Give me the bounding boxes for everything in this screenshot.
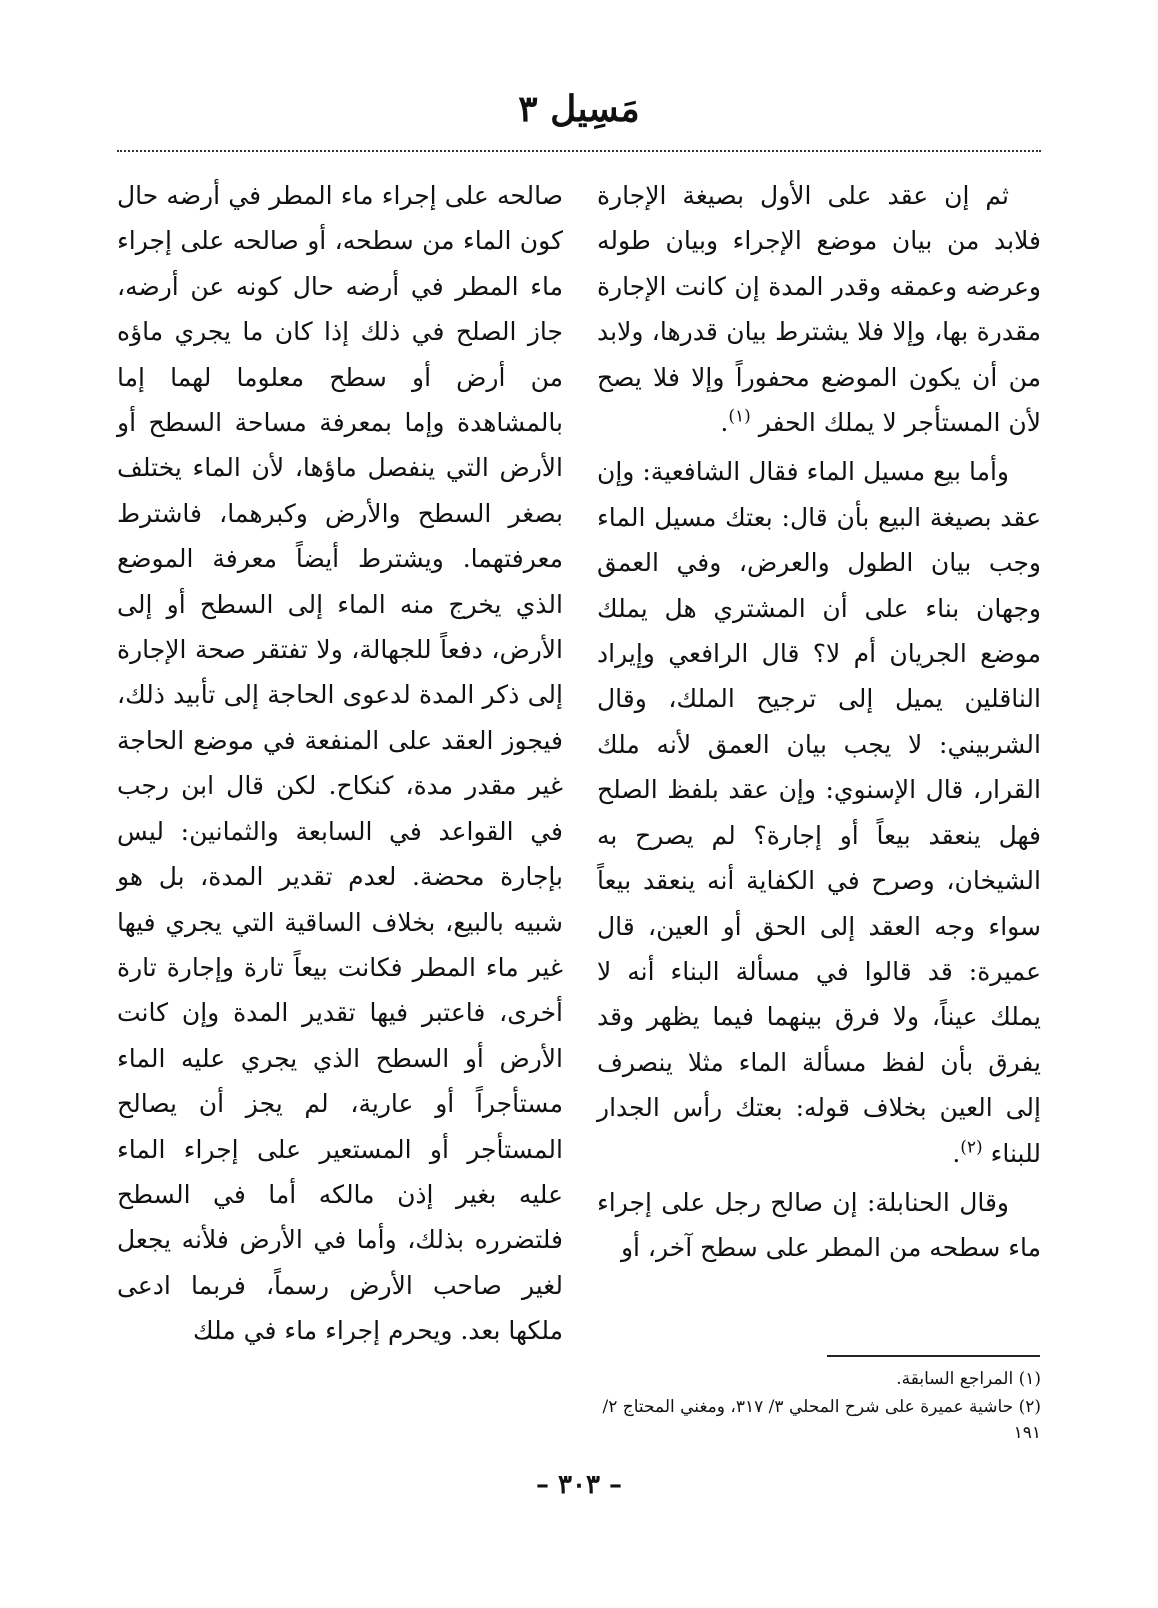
- footnote-ref-2: (٢): [960, 1137, 983, 1158]
- footnotes: [597, 1366, 1041, 1448]
- page-title: مَسِيل ٣: [518, 88, 640, 130]
- paragraph: صالحه على إجراء ماء المطر في أرضه حال كون الماء من سطحه، أو صالحه على إجراء ماء المطر في أرضه حال كونه عن أرضه، جاز الصلح في ذلك إذا كان ما يجري ماؤه من أرض أو سطح معلوما لهما إما بالمشاهدة وإما بمعرفة مساحة السطح أو الأرض التي ينفصل ماؤها، لأن الماء يختلف بصغر السطح والأرض وكبرهما، فاشترط معرفتهما. ويشترط أيضاً معرفة الموضع الذي يخرج منه الماء إلى السطح أو إلى الأرض، دفعاً للجهالة، ولا تفتقر صحة الإجارة إلى ذكر المدة لدعوى الحاجة إلى تأبيد ذلك، فيجوز العقد على المنفعة في موضع الحاجة غير مقدر مدة، كنكاح. لكن قال ابن رجب في القواعد في السابعة والثمانين: ليس بإجارة محضة. لعدم تقدير المدة، بل هو شبيه بالبيع، بخلاف الساقية التي يجري فيها غير ماء المطر فكانت بيعاً تارة وإجارة تارة أخرى، فاعتبر فيها تقدير المدة وإن كانت الأرض أو السطح الذي يجري عليه الماء مستأجراً أو عارية، لم يجز أن يصالح المستأجر أو المستعير على إجراء الماء عليه بغير إذن مالكه أما في السطح فلتضرره بذلك، وأما في الأرض فلأنه يجعل لغير صاحب الأرض رسماً، فربما ادعى ملكها بعد. ويحرم إجراء ماء في ملك: [117, 181, 563, 1346]
- paragraph-text: ثم إن عقد على الأول بصيغة الإجارة فلابد من بيان موضع الإجراء وبيان طوله وعرضه وعمقه وقدر المدة إن كانت الإجارة مقدرة بها، وإلا فلا يشترط بيان قدرها، ولابد من أن يكون الموضع محفوراً وإلا فلا يصح لأن المستأجر لا يملك الحفر: [597, 181, 1041, 438]
- footnote-divider: [827, 1355, 1040, 1357]
- footnote-1: (١) المراجع السابقة.: [896, 1369, 1041, 1389]
- title-divider: [117, 150, 1041, 152]
- right-column: [597, 173, 1041, 1271]
- page-number: – ٣٠٣ –: [535, 1470, 623, 1500]
- paragraph: وقال الحنابلة: إن صالح رجل على إجراء ماء سطحه من المطر على سطح آخر، أو: [597, 1187, 1041, 1263]
- paragraph-end: .: [952, 1138, 961, 1168]
- paragraph: [597, 173, 1041, 445]
- footnote-ref-1: (١): [728, 406, 751, 427]
- paragraph-end: .: [720, 408, 729, 438]
- paragraph-text: وأما بيع مسيل الماء فقال الشافعية: وإن عقد بصيغة البيع بأن قال: بعتك مسيل الماء وجب بيان الطول والعرض، وفي العمق وجهان بناء على أن المشتري هل يملك موضع الجريان أم لا؟ قال الرافعي وإيراد الناقلين يميل إلى ترجيح الملك، وقال الشربيني: لا يجب بيان العمق لأنه ملك القرار، قال الإسنوي: وإن عقد بلفظ الصلح فهل ينعقد بيعاً أو إجارة؟ لم يصرح به الشيخان، وصرح في الكفاية أنه ينعقد بيعاً سواء وجه العقد إلى الحق أو العين، قال عميرة: قد قالوا في مسألة البناء أنه لا يملك عيناً، ولا فرق بينهما فيما يظهر وقد يفرق بأن لفظ مسألة الماء مثلا ينصرف إلى العين بخلاف قوله: بعتك رأس الجدار للبناء: [597, 457, 1041, 1168]
- left-column: [117, 173, 563, 1354]
- footnote-2: (٢) حاشية عميرة على شرح المحلي ٣/ ٣١٧، ومغني المحتاج ٢/ ١٩١: [602, 1397, 1041, 1443]
- paragraph: [597, 449, 1041, 1176]
